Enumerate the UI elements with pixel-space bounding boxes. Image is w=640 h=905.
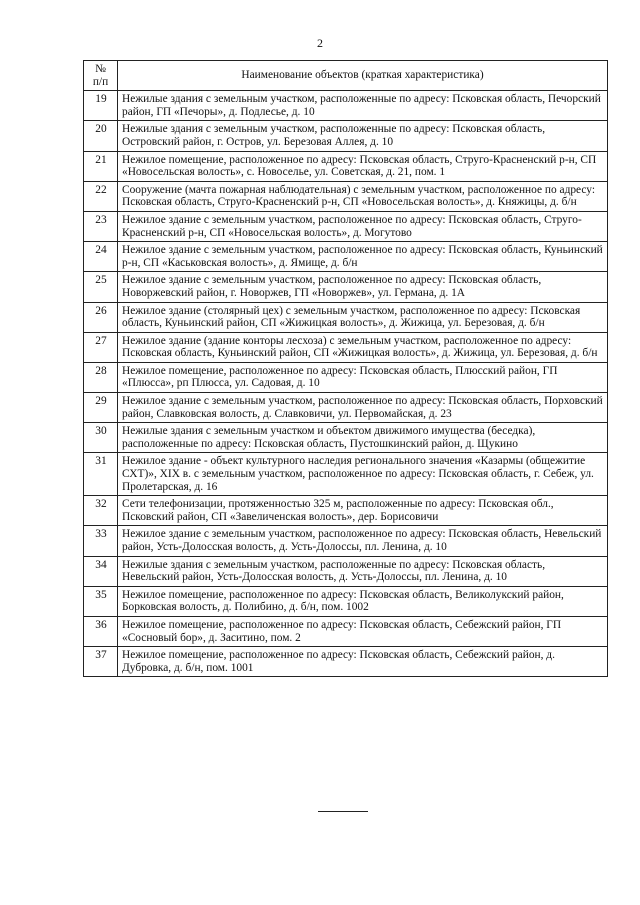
page-number: 2 (317, 36, 323, 50)
row-description: Нежилые здания с земельным участком и объектом движимого имущества (беседка), расположенные по адресу: Псковская область, Пустошкинский район, д. Щукино (118, 423, 608, 453)
table-row (84, 211, 608, 241)
row-description: Нежилое здание с земельным участком, расположенное по адресу: Псковская область, Новоржевский район, г. Новоржев, ГП «Новоржев», ул. Германа, д. 1А (118, 272, 608, 302)
table-row (84, 526, 608, 556)
table-row (84, 393, 608, 423)
objects-table (83, 60, 608, 677)
row-description: Нежилые здания с земельным участком, расположенные по адресу: Псковская область, Невельский район, Усть-Долосская волость, д. Усть-Долоссы, пл. Ленина, д. 10 (118, 556, 608, 586)
row-description: Нежилое здание с земельным участком, расположенное по адресу: Псковская область, Струго-Красненский р-н, СП «Новосельская волость», д. Могутово (118, 211, 608, 241)
table-row (84, 302, 608, 332)
row-description: Нежилое здание - объект культурного наследия регионального значения «Казармы (общежитие СХТ)», XIX в. с земельным участком, расположенное по адресу: Псковская область, г. Себеж, ул. Пролетарская, д. 16 (118, 453, 608, 496)
row-number: 29 (84, 393, 118, 423)
row-number: 19 (84, 91, 118, 121)
row-number: 33 (84, 526, 118, 556)
table-row (84, 586, 608, 616)
header-number: № п/п (84, 61, 118, 91)
row-number: 30 (84, 423, 118, 453)
row-description: Нежилое помещение, расположенное по адресу: Псковская область, Великолукский район, Борковская волость, д. Полибино, д. б/н, пом. 1002 (118, 586, 608, 616)
row-description: Нежилое помещение, расположенное по адресу: Псковская область, Себежский район, д. Дубровка, д. б/н, пом. 1001 (118, 647, 608, 677)
table-row (84, 423, 608, 453)
table-row (84, 453, 608, 496)
row-description: Сооружение (мачта пожарная наблюдательная) с земельным участком, расположенное по адресу: Псковская область, Струго-Красненский р-н, СП «Новосельская волость», д. Княжицы, д. б/н (118, 181, 608, 211)
header-name: Наименование объектов (краткая характеристика) (118, 61, 608, 91)
row-number: 28 (84, 362, 118, 392)
row-number: 31 (84, 453, 118, 496)
row-description: Нежилые здания с земельным участком, расположенные по адресу: Псковская область, Островский район, г. Остров, ул. Березовая Аллея, д. 10 (118, 121, 608, 151)
row-number: 37 (84, 647, 118, 677)
table-row (84, 556, 608, 586)
row-number: 36 (84, 616, 118, 646)
table-row (84, 362, 608, 392)
row-description: Нежилое помещение, расположенное по адресу: Псковская область, Струго-Красненский р-н, СП «Новосельская волость», с. Новоселье, ул. Советская, д. 21, пом. 1 (118, 151, 608, 181)
table-row (84, 121, 608, 151)
table-row (84, 242, 608, 272)
row-description: Нежилое здание (столярный цех) с земельным участком, расположенное по адресу: Псковская область, Куньинский район, СП «Жижицкая волость», д. Жижица, ул. Березовая, д. б/н (118, 302, 608, 332)
row-description: Нежилое здание с земельным участком, расположенное по адресу: Псковская область, Порховский район, Славковская волость, д. Славковичи, ул. Первомайская, д. 23 (118, 393, 608, 423)
row-number: 34 (84, 556, 118, 586)
table-row (84, 272, 608, 302)
row-number: 20 (84, 121, 118, 151)
table-row (84, 332, 608, 362)
table-row (84, 647, 608, 677)
row-number: 22 (84, 181, 118, 211)
table-row (84, 91, 608, 121)
table-row (84, 496, 608, 526)
table-row (84, 181, 608, 211)
table-header-row (84, 61, 608, 91)
end-rule (318, 811, 368, 812)
row-number: 26 (84, 302, 118, 332)
row-description: Нежилое помещение, расположенное по адресу: Псковская область, Плюсский район, ГП «Плюсса», рп Плюсса, ул. Садовая, д. 10 (118, 362, 608, 392)
row-number: 25 (84, 272, 118, 302)
row-number: 35 (84, 586, 118, 616)
row-number: 24 (84, 242, 118, 272)
row-description: Нежилое здание с земельным участком, расположенное по адресу: Псковская область, Невельский район, Усть-Долосская волость, д. Усть-Долоссы, пл. Ленина, д. 10 (118, 526, 608, 556)
row-number: 27 (84, 332, 118, 362)
table-body (84, 91, 608, 677)
row-description: Нежилое здание (здание конторы лесхоза) с земельным участком, расположенное по адресу: Псковская область, Куньинский район, СП «Жижицкая волость», д. Жижица, ул. Березовая, д. б/н (118, 332, 608, 362)
row-number: 32 (84, 496, 118, 526)
row-description: Нежилые здания с земельным участком, расположенные по адресу: Псковская область, Печорский район, ГП «Печоры», д. Подлесье, д. 10 (118, 91, 608, 121)
row-number: 23 (84, 211, 118, 241)
row-description: Нежилое здание с земельным участком, расположенное по адресу: Псковская область, Куньинский р-н, СП «Каськовская волость», д. Ямище, д. б/н (118, 242, 608, 272)
table-row (84, 151, 608, 181)
row-description: Нежилое помещение, расположенное по адресу: Псковская область, Себежский район, ГП «Сосновый бор», д. Заситино, пом. 2 (118, 616, 608, 646)
table-row (84, 616, 608, 646)
row-number: 21 (84, 151, 118, 181)
row-description: Сети телефонизации, протяженностью 325 м, расположенные по адресу: Псковская обл., Псковский район, СП «Завеличенская волость», дер. Борисовичи (118, 496, 608, 526)
